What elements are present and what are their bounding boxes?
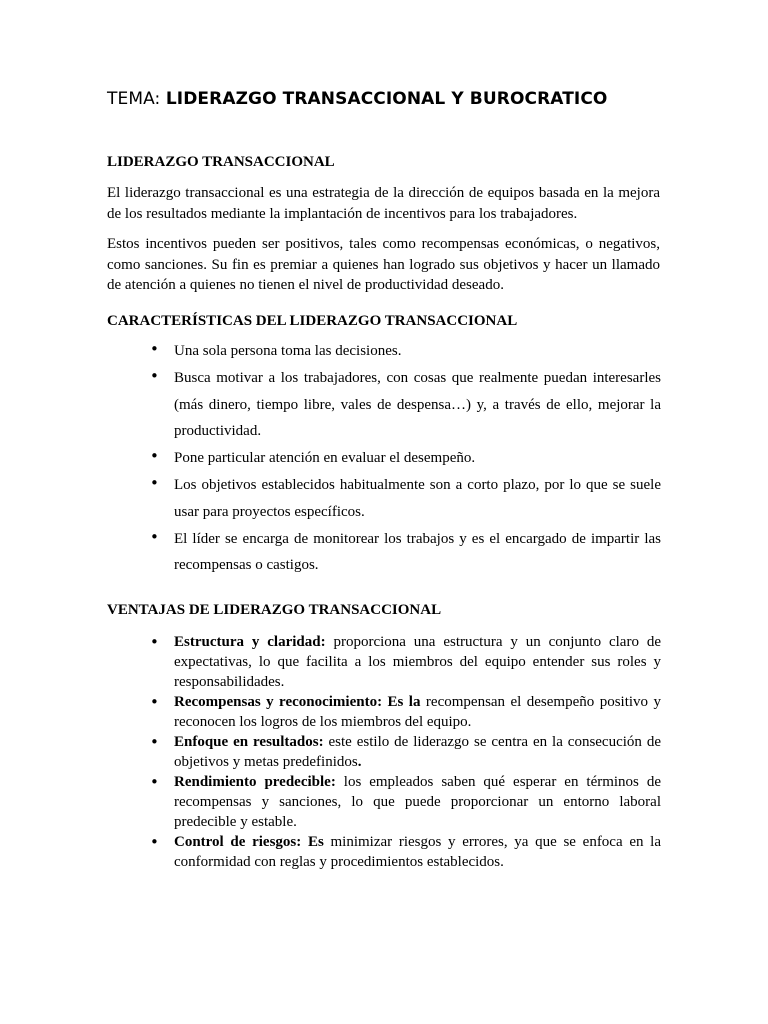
list-item-description: recompensan el desempeño positivo y reconocen los logros de los miembros del equipo. <box>174 694 661 730</box>
list-item-text <box>174 692 661 732</box>
title-text: LIDERAZGO TRANSACCIONAL Y BUROCRATICO <box>165 89 608 109</box>
bullet-icon: • <box>150 527 159 546</box>
caracteristicas-list <box>0 338 768 579</box>
bullet-icon: • <box>150 340 159 358</box>
section-heading-ventajas: VENTAJAS DE LIDERAZGO TRANSACCIONAL <box>107 602 442 618</box>
bullet-icon: • <box>150 366 159 385</box>
list-item <box>0 632 768 692</box>
bullet-icon: • <box>150 473 159 492</box>
list-item-text: Los objetivos establecidos habitualmente son a corto plazo, por lo que se suele usar para proyectos específicos. <box>174 476 661 520</box>
bullet-icon: • <box>150 733 159 751</box>
list-item-text <box>174 772 661 832</box>
list-item-term: Rendimiento predecible: <box>174 774 336 790</box>
bullet-icon: • <box>150 833 159 851</box>
section-heading-caracteristicas: CARACTERÍSTICAS DEL LIDERAZGO TRANSACCIONAL <box>107 313 518 329</box>
list-item-tail: . <box>357 754 362 770</box>
paragraph-definition: El liderazgo transaccional es una estrategia de la dirección de equipos basada en la mejora de los resultados mediante la implantación de incentivos para los trabajadores. <box>107 185 660 222</box>
list-item-term: Control de riesgos: Es <box>174 834 324 850</box>
list-item-term: Recompensas y reconocimiento: Es la <box>174 694 421 710</box>
list-item-text: Pone particular atención en evaluar el desempeño. <box>174 450 476 467</box>
section-heading-liderazgo: LIDERAZGO TRANSACCIONAL <box>107 154 335 170</box>
list-item <box>0 365 768 445</box>
list-item-text: Una sola persona toma las decisiones. <box>174 343 402 359</box>
list-item <box>0 772 768 832</box>
list-item <box>0 338 768 365</box>
list-item-text: El líder se encarga de monitorear los trabajos y es el encargado de impartir las recompensas o castigos. <box>174 530 661 574</box>
bullet-icon: • <box>150 633 159 651</box>
bullet-icon: • <box>150 773 159 791</box>
list-item-description: minimizar riesgos y errores, ya que se enfoca en la conformidad con reglas y procedimientos establecidos. <box>174 834 661 870</box>
list-item-description: los empleados saben qué esperar en términos de recompensas y sanciones, lo que puede proporcionar un entorno laboral predecible y estable. <box>174 774 661 830</box>
paragraph-incentives: Estos incentivos pueden ser positivos, tales como recompensas económicas, o negativos, como sanciones. Su fin es premiar a quienes han logrado sus objetivos y hacer un llamado de atención a quienes no tienen el nivel de productividad deseado. <box>107 236 660 293</box>
list-item <box>0 526 768 580</box>
list-item <box>0 832 768 872</box>
list-item-text <box>174 832 661 872</box>
document-title <box>107 89 607 109</box>
list-item-term: Estructura y claridad: <box>174 634 326 650</box>
list-item-description: este estilo de liderazgo se centra en la consecución de objetivos y metas predefinidos <box>174 734 661 770</box>
list-item <box>0 732 768 772</box>
list-item-text: Busca motivar a los trabajadores, con cosas que realmente puedan interesarles (más dinero, tiempo libre, vales de despensa…) y, a través de ello, mejorar la productividad. <box>174 369 661 440</box>
list-item-text <box>174 732 661 772</box>
list-item <box>0 445 768 472</box>
bullet-icon: • <box>150 447 159 466</box>
list-item <box>0 692 768 732</box>
list-item-term: Enfoque en resultados: <box>174 734 324 750</box>
list-item <box>0 472 768 526</box>
ventajas-list <box>0 632 768 872</box>
bullet-icon: • <box>150 693 159 711</box>
list-item-text <box>174 632 661 692</box>
title-prefix: TEMA: <box>107 89 166 109</box>
list-item-description: proporciona una estructura y un conjunto claro de expectativas, lo que facilita a los miembros del equipo entender sus roles y responsabilidades. <box>174 634 661 690</box>
